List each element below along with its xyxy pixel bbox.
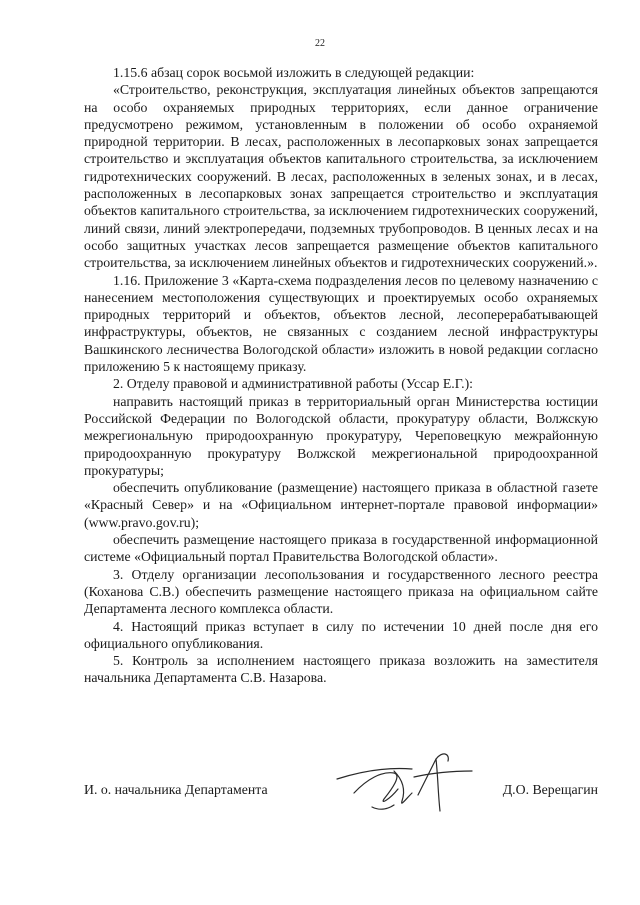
paragraph-5: 5. Контроль за исполнением настоящего приказа возложить на заместителя начальника Департамента С.В. Назарова. — [84, 653, 598, 686]
page-number: 22 — [315, 38, 325, 49]
paragraph-2-placement: обеспечить размещение настоящего приказа в государственной информационной системе «Официальный портал Правительства Вологодской области». — [84, 532, 598, 565]
paragraph-1-16: 1.16. Приложение 3 «Карта-схема подразделения лесов по целевому назначению с нанесением местоположения существующих и проектируемых особо охраняемых природных территорий и объектов, объектов лесной, лесоперерабатывающей инфраструктуры, объектов, не связанных с созданием лесной инфраструктуры Вашкинского лесничества Вологодской области» изложить в новой редакции согласно приложению 5 к настоящему приказу. — [84, 272, 598, 375]
signature-block — [84, 775, 598, 815]
paragraph-4: 4. Настоящий приказ вступает в силу по истечении 10 дней после дня его официального опубликования. — [84, 618, 598, 651]
paragraph-3: 3. Отделу организации лесопользования и государственного лесного реестра (Коханова С.В.) обеспечить размещение настоящего приказа на официальном сайте Департамента лесного комплекса области. — [84, 566, 598, 617]
document-body — [84, 64, 598, 687]
paragraph-2-publish: обеспечить опубликование (размещение) настоящего приказа в областной газете «Красный Север» и на «Официальном интернет-портале правовой информации» (www.pravo.gov.ru); — [84, 480, 598, 530]
paragraph-2-direct: направить настоящий приказ в территориальный орган Министерства юстиции Российской Федерации по Вологодской области, прокуратуру области, Волжскую межрегиональную природоохранную прокуратуру, Череповецкую межрайонную природоохранную прокуратуру Волжской межрегиональной природоохранной прокуратуры; — [84, 393, 598, 478]
paragraph-1-15-6: 1.15.6 абзац сорок восьмой изложить в следующей редакции: — [113, 65, 475, 80]
signatory-title: И. о. начальника Департамента — [84, 782, 268, 797]
paragraph-2: 2. Отделу правовой и административной работы (Уссар Е.Г.): — [113, 376, 474, 392]
signatory-name: Д.О. Верещагин — [502, 782, 598, 797]
paragraph-quote: «Строительство, реконструкция, эксплуатация линейных объектов запрещаются на особо охраняемых природных территориях, если данное ограничение предусмотрено режимом, установленным в положении об особо охраняемой природной территории. В лесах, расположенных в лесопарковых зонах запрещается строительство и эксплуатация объектов капитального строительства, за исключением гидротехнических сооружений. В лесах, расположенных в зеленых зонах, и в лесах, расположенных в лесопарковых зонах запрещается строительство и эксплуатация объектов капитального строительства, за исключением гидротехнических сооружений, линий связи, линий электропередачи, подземных трубопроводов. В ценных лесах и на особо защитных участках лесов запрещается размещение объектов капитального строительства, за исключением линейных объектов и гидротехнических сооружений.». — [84, 82, 598, 271]
